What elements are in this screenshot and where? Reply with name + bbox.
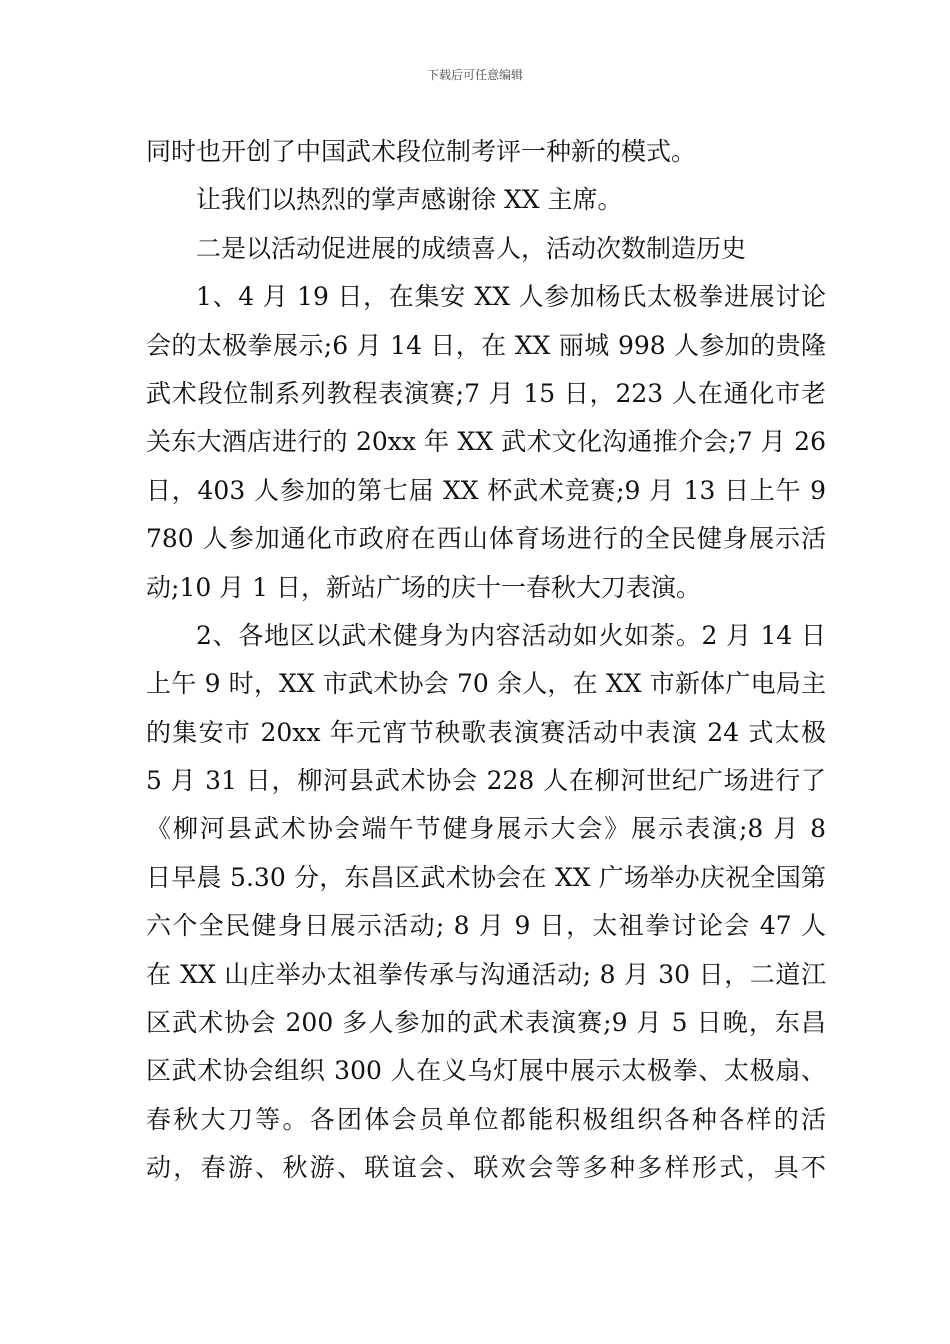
paragraph-line: 区武术协会 200 多人参加的武术表演赛;9 月 5 日晚，东昌	[146, 1008, 826, 1038]
paragraph-line: 的集安市 20xx 年元宵节秧歌表演赛活动中表演 24 式太极	[146, 717, 826, 747]
body-text	[146, 128, 826, 1193]
paragraph-line: 会的太极拳展示;6 月 14 日，在 XX 丽城 998 人参加的贵隆	[146, 330, 826, 360]
paragraph-line: 《柳河县武术协会端午节健身展示大会》展示表演;8 月 8	[146, 814, 826, 844]
paragraph-line: 2、各地区以武术健身为内容活动如火如荼。2 月 14 日	[196, 620, 826, 650]
paragraph-line: 六个全民健身日展示活动; 8 月 9 日，太祖拳讨论会 47 人	[146, 911, 826, 941]
paragraph-line: 5 月 31 日，柳河县武术协会 228 人在柳河世纪广场进行了	[146, 766, 826, 796]
paragraph-line: 同时也开创了中国武术段位制考评一种新的模式。	[146, 137, 697, 166]
paragraph-line: 动;10 月 1 日，新站广场的庆十一春秋大刀表演。	[146, 572, 701, 602]
paragraph-line: 二是以活动促进展的成绩喜人，活动次数制造历史	[196, 233, 747, 263]
paragraph-line: 日早晨 5.30 分，东昌区武术协会在 XX 广场举办庆祝全国第	[146, 862, 826, 892]
paragraph-line: 在 XX 山庄举办太祖拳传承与沟通活动; 8 月 30 日，二道江	[146, 959, 826, 989]
paragraph-line: 区武术协会组织 300 人在义乌灯展中展示太极拳、太极扇、	[146, 1056, 826, 1086]
paragraph-line: 让我们以热烈的掌声感谢徐 XX 主席。	[196, 185, 623, 215]
paragraph-line: 780 人参加通化市政府在西山体育场进行的全民健身展示活	[146, 524, 826, 554]
paragraph-line: 1、4 月 19 日，在集安 XX 人参加杨氏太极拳进展讨论	[196, 282, 826, 312]
paragraph-line: 动，春游、秋游、联谊会、联欢会等多种多样形式，具不	[146, 1153, 826, 1183]
paragraph-line: 春秋大刀等。各团体会员单位都能积极组织各种各样的活	[146, 1104, 826, 1134]
paragraph-line: 武术段位制系列教程表演赛;7 月 15 日，223 人在通化市老	[146, 378, 826, 408]
page-header: 下载后可任意编辑	[426, 68, 523, 82]
paragraph-line: 日，403 人参加的第七届 XX 杯武术竞赛;9 月 13 日上午 9	[146, 475, 826, 505]
paragraph-line: 上午 9 时，XX 市武术协会 70 余人，在 XX 市新体广电局主	[146, 669, 826, 699]
paragraph-line: 关东大酒店进行的 20xx 年 XX 武术文化沟通推介会;7 月 26	[146, 427, 826, 457]
